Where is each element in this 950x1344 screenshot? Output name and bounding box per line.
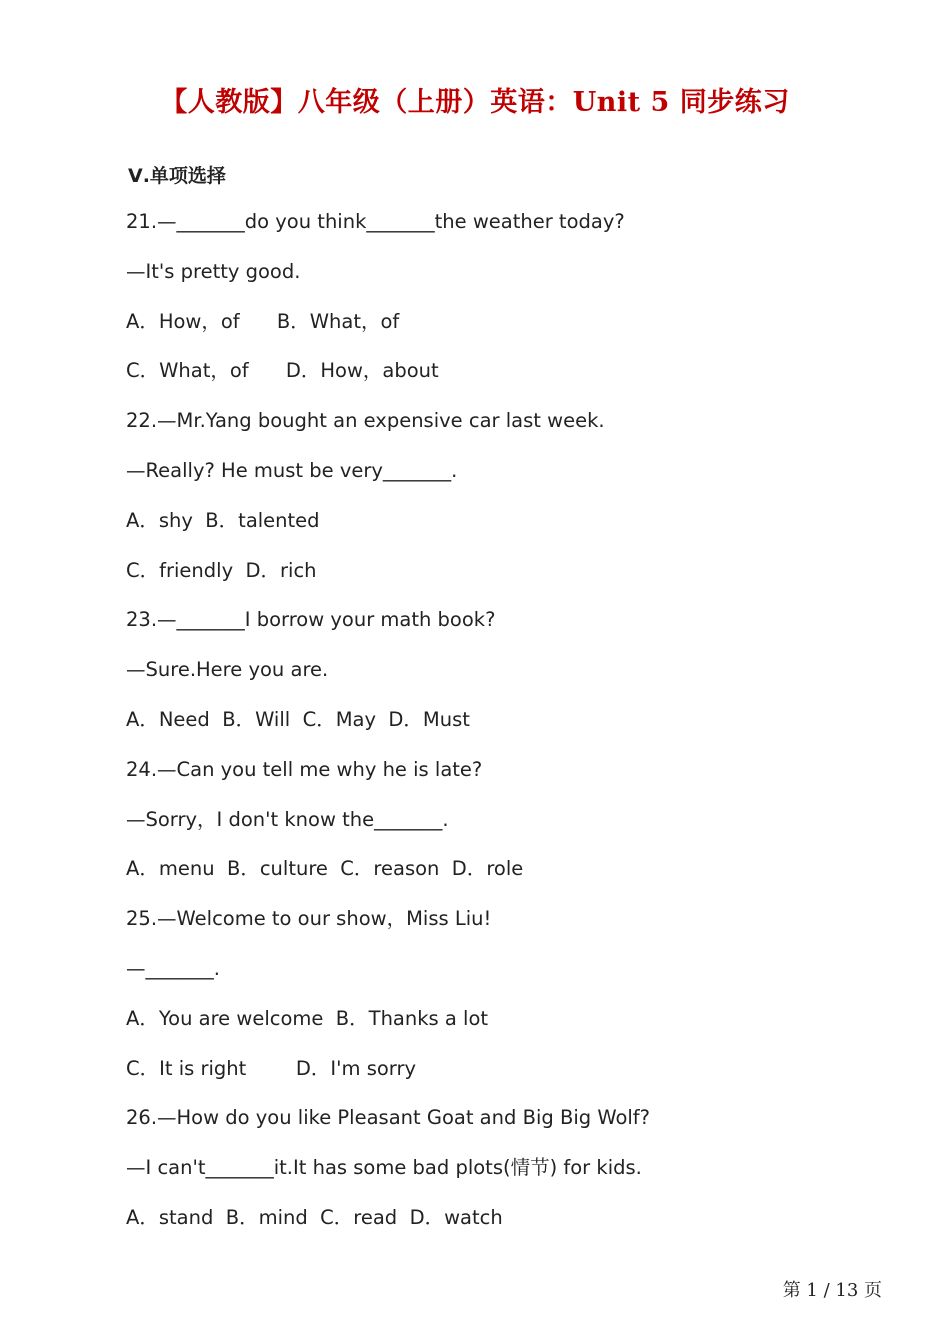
question-stem: 23.—_______I borrow your math book? [126, 608, 496, 632]
page-number: 第 1 / 13 页 [782, 1280, 882, 1301]
question-22 [126, 405, 886, 604]
answer-options: C．What，of D．How，about [126, 359, 439, 383]
question-stem: 25.—Welcome to our show，Miss Liu! [126, 907, 492, 931]
question-response: —Really? He must be very_______. [126, 458, 458, 482]
answer-options: A．menu B．culture C．reason D．role [126, 857, 524, 881]
question-stem: 26.—How do you like Pleasant Goat and Big Big Wolf? [126, 1106, 651, 1130]
question-list [126, 206, 886, 1252]
question-stem: 22.—Mr.Yang bought an expensive car last week. [126, 409, 605, 433]
question-response: —I can't_______it.It has some bad plots(情节) for kids. [126, 1156, 642, 1180]
section-heading: Ⅴ.单项选择 [128, 165, 226, 187]
question-23 [126, 604, 886, 753]
answer-options: A．You are welcome B．Thanks a lot [126, 1006, 489, 1030]
answer-options: C．It is right D．I'm sorry [126, 1056, 417, 1080]
answer-options: A．shy B．talented [126, 508, 320, 532]
answer-options: A．How，of B．What，of [126, 309, 400, 333]
question-response: —Sorry，I don't know the_______. [126, 807, 449, 831]
question-response: —_______. [126, 956, 220, 980]
question-stem: 24.—Can you tell me why he is late? [126, 757, 483, 781]
answer-options: A．stand B．mind C．read D．watch [126, 1205, 503, 1229]
question-25 [126, 903, 886, 1102]
answer-options: C．friendly D．rich [126, 558, 317, 582]
question-response: —It's pretty good. [126, 259, 301, 283]
question-26 [126, 1102, 886, 1251]
answer-options: A．Need B．Will C．May D．Must [126, 707, 470, 731]
question-24 [126, 754, 886, 903]
question-stem: 21.—_______do you think_______the weather today? [126, 210, 625, 233]
document-title: 【人教版】八年级（上册）英语：Unit 5 同步练习 [160, 87, 790, 118]
question-response: —Sure.Here you are. [126, 658, 329, 682]
question-21 [126, 206, 886, 405]
